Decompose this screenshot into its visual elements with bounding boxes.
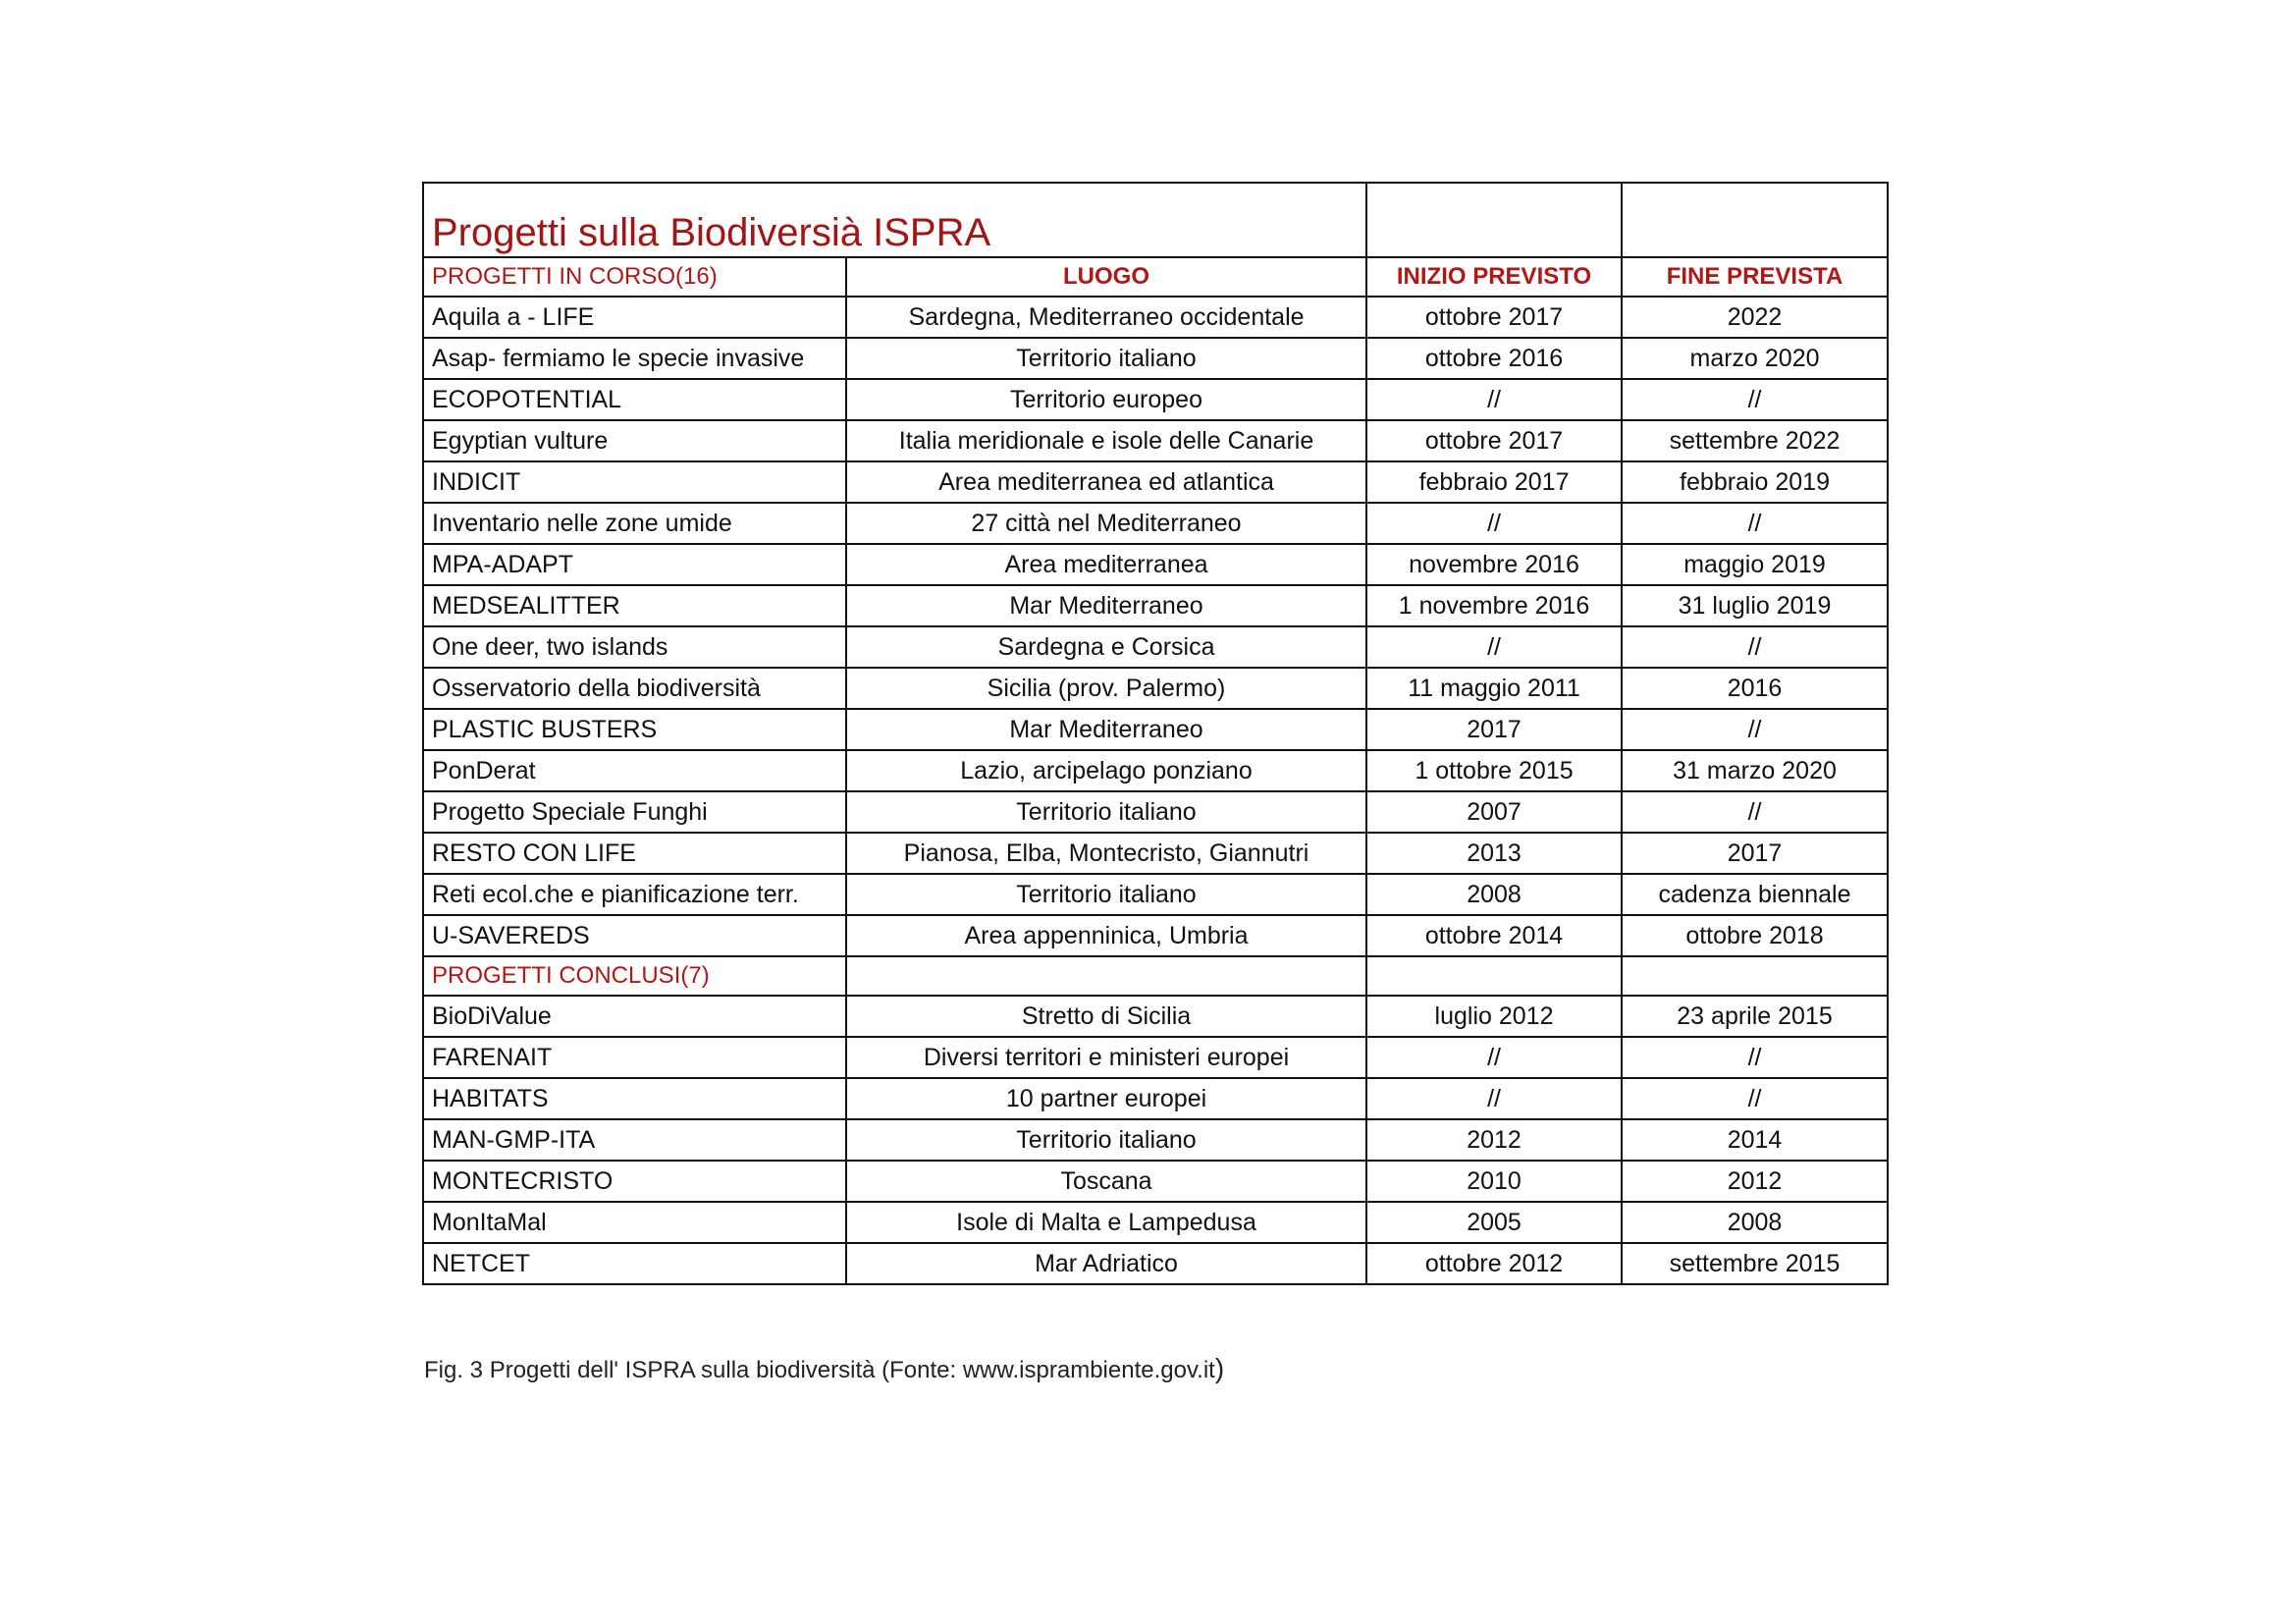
- table-row: [423, 379, 1888, 420]
- col-header-inizio: INIZIO PREVISTO: [1366, 257, 1622, 297]
- start-date-cell: //: [1366, 503, 1622, 544]
- location-cell: Mar Adriatico: [846, 1243, 1366, 1284]
- end-date-cell: 2012: [1622, 1161, 1888, 1202]
- project-name-cell: Progetto Speciale Funghi: [423, 791, 846, 833]
- location-cell: Mar Mediterraneo: [846, 709, 1366, 750]
- project-name-cell: MPA-ADAPT: [423, 544, 846, 585]
- table-row: [423, 544, 1888, 585]
- col-header-fine: FINE PREVISTA: [1622, 257, 1888, 297]
- location-cell: Territorio italiano: [846, 338, 1366, 379]
- end-date-cell: //: [1622, 626, 1888, 668]
- start-date-cell: 11 maggio 2011: [1366, 668, 1622, 709]
- projects-table: [422, 182, 1889, 1285]
- project-name-cell: FARENAIT: [423, 1037, 846, 1078]
- end-date-cell: 2022: [1622, 297, 1888, 338]
- start-date-cell: //: [1366, 1078, 1622, 1119]
- end-date-cell: //: [1622, 503, 1888, 544]
- project-name-cell: PonDerat: [423, 750, 846, 791]
- end-date-cell: 31 marzo 2020: [1622, 750, 1888, 791]
- table-row: [423, 585, 1888, 626]
- start-date-cell: 2017: [1366, 709, 1622, 750]
- location-cell: Territorio europeo: [846, 379, 1366, 420]
- project-name-cell: MONTECRISTO: [423, 1161, 846, 1202]
- table-row: [423, 668, 1888, 709]
- project-name-cell: Reti ecol.che e pianificazione terr.: [423, 874, 846, 915]
- table-row: [423, 996, 1888, 1037]
- start-date-cell: 2008: [1366, 874, 1622, 915]
- table-row: [423, 1202, 1888, 1243]
- project-name-cell: Asap- fermiamo le specie invasive: [423, 338, 846, 379]
- project-name-cell: One deer, two islands: [423, 626, 846, 668]
- title-row: [423, 183, 1888, 257]
- end-date-cell: 23 aprile 2015: [1622, 996, 1888, 1037]
- start-date-cell: 2005: [1366, 1202, 1622, 1243]
- end-date-cell: 2017: [1622, 833, 1888, 874]
- project-name-cell: MEDSEALITTER: [423, 585, 846, 626]
- project-name-cell: NETCET: [423, 1243, 846, 1284]
- title-empty-cell: [1366, 183, 1622, 257]
- location-cell: Stretto di Sicilia: [846, 996, 1366, 1037]
- end-date-cell: //: [1622, 709, 1888, 750]
- project-name-cell: MonItaMal: [423, 1202, 846, 1243]
- table-row: [423, 874, 1888, 915]
- project-name-cell: Egyptian vulture: [423, 420, 846, 461]
- start-date-cell: //: [1366, 379, 1622, 420]
- end-date-cell: 2016: [1622, 668, 1888, 709]
- start-date-cell: luglio 2012: [1366, 996, 1622, 1037]
- section-empty-cell: [1366, 956, 1622, 996]
- project-name-cell: Osservatorio della biodiversità: [423, 668, 846, 709]
- caption-close-paren: ): [1214, 1353, 1225, 1383]
- end-date-cell: maggio 2019: [1622, 544, 1888, 585]
- start-date-cell: 1 novembre 2016: [1366, 585, 1622, 626]
- table-row: [423, 338, 1888, 379]
- start-date-cell: ottobre 2016: [1366, 338, 1622, 379]
- location-cell: Diversi territori e ministeri europei: [846, 1037, 1366, 1078]
- end-date-cell: settembre 2022: [1622, 420, 1888, 461]
- end-date-cell: settembre 2015: [1622, 1243, 1888, 1284]
- section-ongoing-label: PROGETTI IN CORSO(16): [423, 257, 846, 297]
- end-date-cell: //: [1622, 1037, 1888, 1078]
- location-cell: Pianosa, Elba, Montecristo, Giannutri: [846, 833, 1366, 874]
- table-row: [423, 1078, 1888, 1119]
- project-name-cell: U-SAVEREDS: [423, 915, 846, 956]
- location-cell: Sardegna, Mediterraneo occidentale: [846, 297, 1366, 338]
- table-row: [423, 915, 1888, 956]
- table-row: [423, 297, 1888, 338]
- start-date-cell: ottobre 2017: [1366, 420, 1622, 461]
- start-date-cell: febbraio 2017: [1366, 461, 1622, 503]
- table-row: [423, 626, 1888, 668]
- section-concluded-row: [423, 956, 1888, 996]
- table-row: [423, 461, 1888, 503]
- table-row: [423, 1037, 1888, 1078]
- section-empty-cell: [1622, 956, 1888, 996]
- location-cell: Area mediterranea ed atlantica: [846, 461, 1366, 503]
- table-row: [423, 1119, 1888, 1161]
- start-date-cell: 2010: [1366, 1161, 1622, 1202]
- table-row: [423, 1161, 1888, 1202]
- caption-text: Fig. 3 Progetti dell' ISPRA sulla biodiversità (Fonte: www.isprambiente.gov.it: [424, 1357, 1215, 1383]
- table-row: [423, 833, 1888, 874]
- table-row: [423, 709, 1888, 750]
- end-date-cell: 2008: [1622, 1202, 1888, 1243]
- location-cell: Sardegna e Corsica: [846, 626, 1366, 668]
- location-cell: Territorio italiano: [846, 1119, 1366, 1161]
- end-date-cell: 2014: [1622, 1119, 1888, 1161]
- start-date-cell: //: [1366, 626, 1622, 668]
- project-name-cell: INDICIT: [423, 461, 846, 503]
- start-date-cell: 2007: [1366, 791, 1622, 833]
- figure-caption: [424, 1353, 1224, 1384]
- section-concluded-label: PROGETTI CONCLUSI(7): [423, 956, 846, 996]
- table-row: [423, 791, 1888, 833]
- project-name-cell: Aquila a - LIFE: [423, 297, 846, 338]
- end-date-cell: //: [1622, 379, 1888, 420]
- start-date-cell: 1 ottobre 2015: [1366, 750, 1622, 791]
- location-cell: 10 partner europei: [846, 1078, 1366, 1119]
- start-date-cell: ottobre 2017: [1366, 297, 1622, 338]
- start-date-cell: novembre 2016: [1366, 544, 1622, 585]
- start-date-cell: 2012: [1366, 1119, 1622, 1161]
- location-cell: Territorio italiano: [846, 791, 1366, 833]
- location-cell: Sicilia (prov. Palermo): [846, 668, 1366, 709]
- end-date-cell: //: [1622, 1078, 1888, 1119]
- table-row: [423, 750, 1888, 791]
- project-name-cell: PLASTIC BUSTERS: [423, 709, 846, 750]
- location-cell: 27 città nel Mediterraneo: [846, 503, 1366, 544]
- table-title: Progetti sulla Biodiversià ISPRA: [423, 183, 1366, 257]
- end-date-cell: cadenza biennale: [1622, 874, 1888, 915]
- project-name-cell: RESTO CON LIFE: [423, 833, 846, 874]
- start-date-cell: //: [1366, 1037, 1622, 1078]
- project-name-cell: BioDiValue: [423, 996, 846, 1037]
- project-name-cell: MAN-GMP-ITA: [423, 1119, 846, 1161]
- project-name-cell: ECOPOTENTIAL: [423, 379, 846, 420]
- col-header-luogo: LUOGO: [846, 257, 1366, 297]
- location-cell: Isole di Malta e Lampedusa: [846, 1202, 1366, 1243]
- table-row: [423, 503, 1888, 544]
- location-cell: Area mediterranea: [846, 544, 1366, 585]
- location-cell: Mar Mediterraneo: [846, 585, 1366, 626]
- table-row: [423, 1243, 1888, 1284]
- start-date-cell: ottobre 2012: [1366, 1243, 1622, 1284]
- header-row: [423, 257, 1888, 297]
- location-cell: Italia meridionale e isole delle Canarie: [846, 420, 1366, 461]
- title-empty-cell: [1622, 183, 1888, 257]
- location-cell: Toscana: [846, 1161, 1366, 1202]
- end-date-cell: 31 luglio 2019: [1622, 585, 1888, 626]
- end-date-cell: //: [1622, 791, 1888, 833]
- section-empty-cell: [846, 956, 1366, 996]
- location-cell: Territorio italiano: [846, 874, 1366, 915]
- end-date-cell: marzo 2020: [1622, 338, 1888, 379]
- start-date-cell: 2013: [1366, 833, 1622, 874]
- end-date-cell: febbraio 2019: [1622, 461, 1888, 503]
- location-cell: Lazio, arcipelago ponziano: [846, 750, 1366, 791]
- project-name-cell: Inventario nelle zone umide: [423, 503, 846, 544]
- location-cell: Area appenninica, Umbria: [846, 915, 1366, 956]
- table-row: [423, 420, 1888, 461]
- project-name-cell: HABITATS: [423, 1078, 846, 1119]
- start-date-cell: ottobre 2014: [1366, 915, 1622, 956]
- end-date-cell: ottobre 2018: [1622, 915, 1888, 956]
